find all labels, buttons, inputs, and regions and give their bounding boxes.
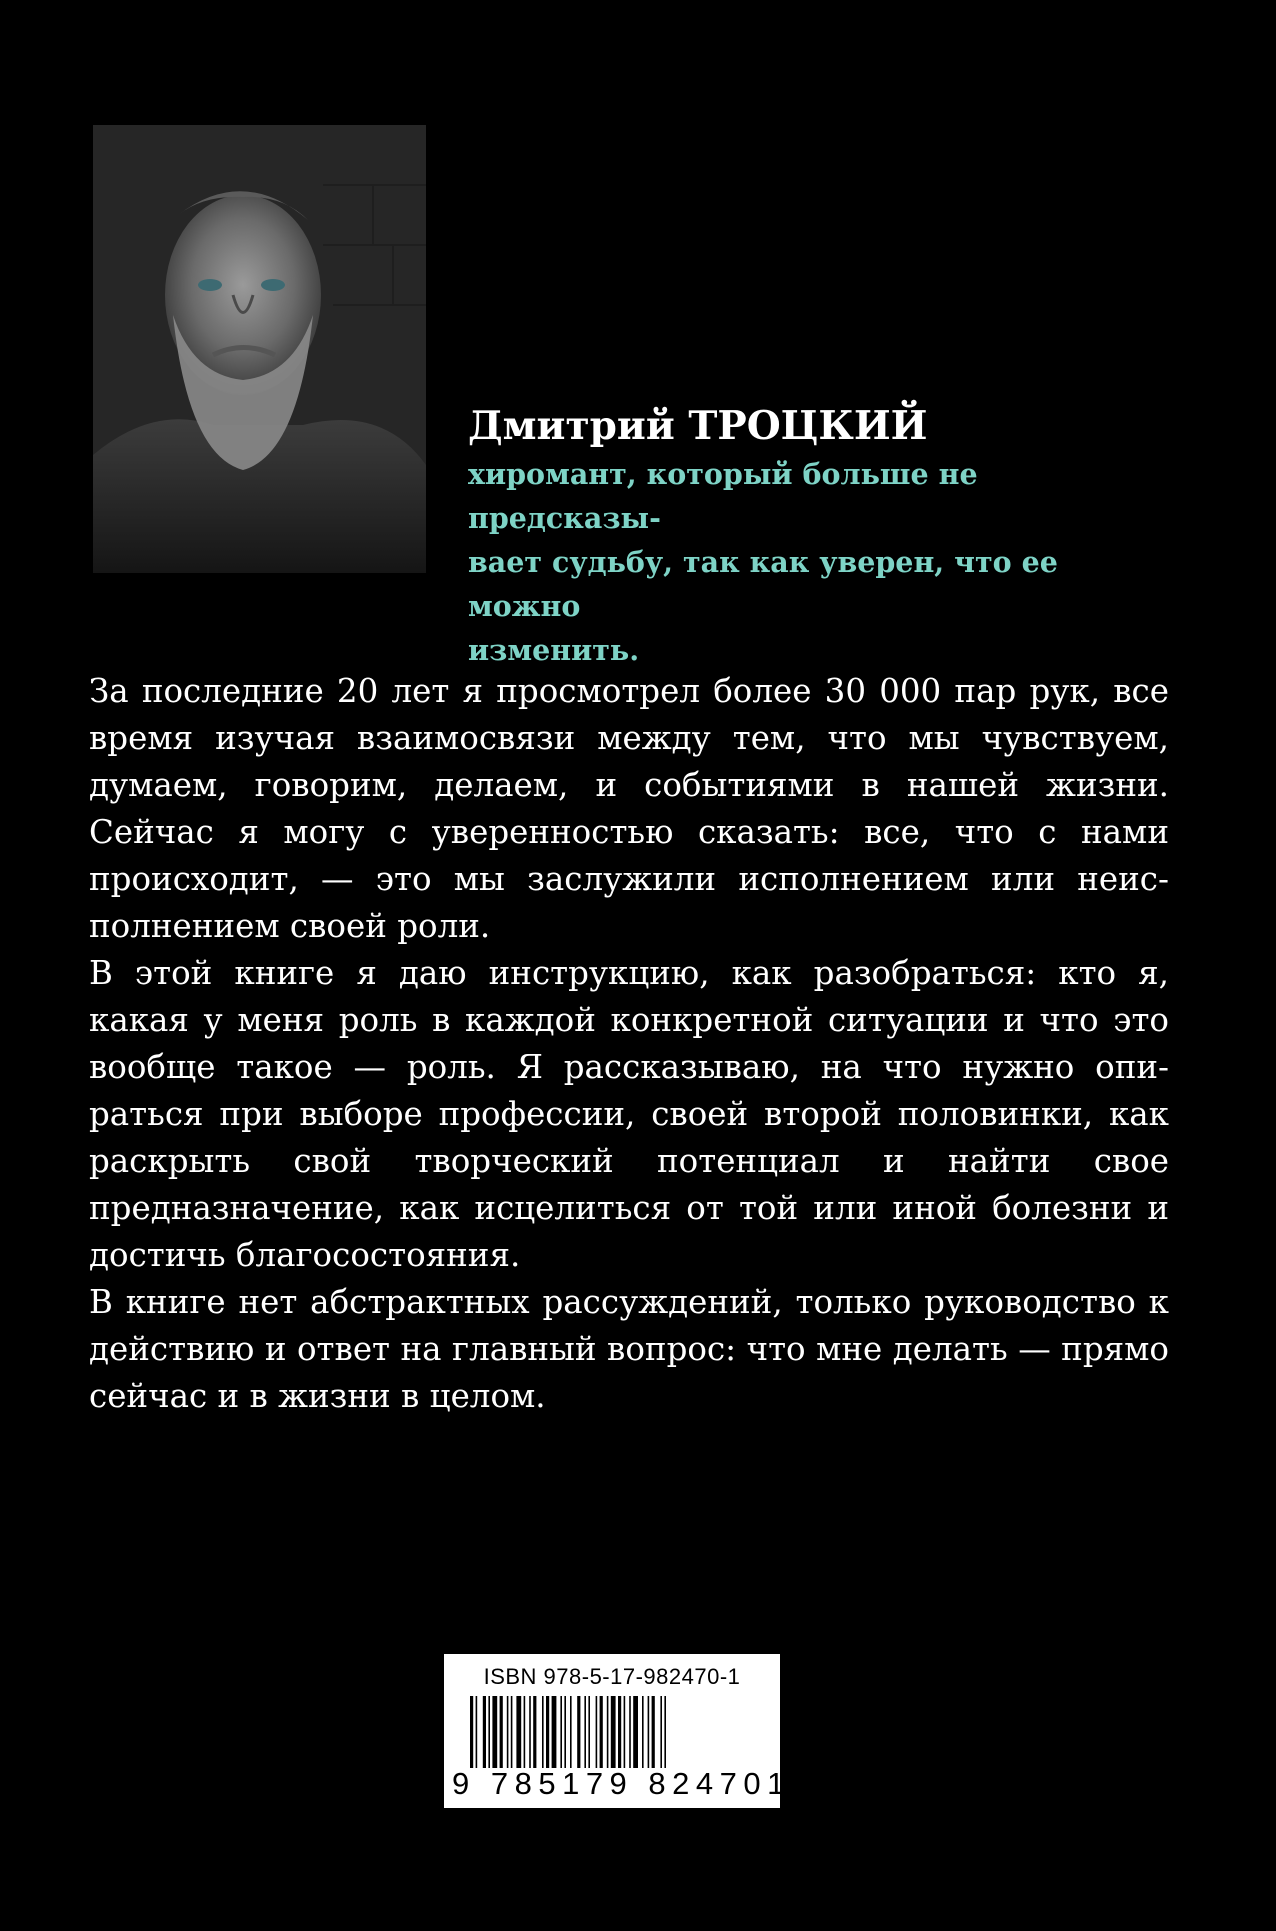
description-paragraph: В книге нет абстрактных рассуждений, только руководство к действию и ответ на главный вопрос: что мне делать — прямо сейчас и в жизни в целом.: [89, 1283, 1169, 1415]
barcode-bar: [596, 1696, 598, 1768]
barcode-bar: [577, 1696, 580, 1768]
description-paragraph: За последние 20 лет я просмотрел более 30 000 пар рук, все время изучая взаимосвязи между тем, что мы чувствуем, думаем, говорим, делаем, и событиями в нашей жизни. Сейчас я могу с уверенностью сказать: все, что с нами происходит, — это мы заслужили исполнением или неисполнением своей роли.: [89, 672, 1169, 945]
author-subtitle-line: изменить.: [468, 633, 640, 667]
barcode-bar: [664, 1696, 666, 1768]
barcode-bar: [624, 1696, 626, 1768]
barcode-bar: [660, 1696, 662, 1768]
author-name: Дмитрий ТРОЦКИЙ: [468, 403, 928, 449]
barcode-bar: [560, 1696, 562, 1768]
book-description: [89, 668, 1169, 1420]
barcode-bar: [483, 1696, 486, 1768]
barcode-bar: [524, 1696, 526, 1768]
barcode-bar: [492, 1696, 497, 1768]
barcode-bar: [511, 1696, 513, 1768]
barcode-bar: [470, 1696, 473, 1768]
barcode-bar: [533, 1696, 536, 1768]
barcode-bar: [652, 1696, 655, 1768]
author-subtitle-line: вает судьбу, так как уверен, что ее можно: [468, 545, 1058, 623]
barcode-bar: [611, 1696, 616, 1768]
author-photo: [93, 125, 426, 573]
author-subtitle-line: хиромант, который больше не предсказы-: [468, 457, 978, 535]
author-info: [468, 400, 1173, 672]
barcode-bar: [633, 1696, 638, 1768]
barcode-bar: [564, 1696, 566, 1768]
barcode-bar: [542, 1696, 544, 1768]
barcode-bar: [500, 1696, 503, 1768]
barcode-bar: [642, 1696, 644, 1768]
isbn-barcode: [444, 1654, 791, 1808]
barcode-bar: [607, 1696, 609, 1768]
barcode-bar: [570, 1696, 572, 1768]
barcode-bar: [588, 1696, 590, 1768]
barcode-bar: [629, 1696, 631, 1768]
barcode-bar: [488, 1696, 490, 1768]
barcode-bar: [600, 1696, 603, 1768]
barcode-bar: [529, 1696, 531, 1768]
barcode-bar: [516, 1696, 521, 1768]
barcode-bar: [476, 1696, 478, 1768]
barcode-bar: [584, 1696, 586, 1768]
barcode-bar: [507, 1696, 509, 1768]
author-portrait-image: [93, 125, 426, 573]
barcode-bar: [546, 1696, 549, 1768]
barcode-bar: [552, 1696, 557, 1768]
barcode-bar: [648, 1696, 650, 1768]
description-paragraph: В этой книге я даю инструкцию, как разобраться: кто я, какая у меня роль в каждой конкретной ситуации и что это вообще такое — роль. Я рассказываю, на что нужно опираться при выборе профессии, своей второй половинки, как раскрыть свой творческий потенциал и найти свое предназначение, как исцелиться от той или иной болезни и достичь благосостояния.: [89, 954, 1169, 1274]
barcode-bar: [618, 1696, 621, 1768]
isbn-label: ISBN 978-5-17-982470-1: [483, 1664, 741, 1689]
barcode-digits: 9 785179 824701: [452, 1766, 791, 1801]
